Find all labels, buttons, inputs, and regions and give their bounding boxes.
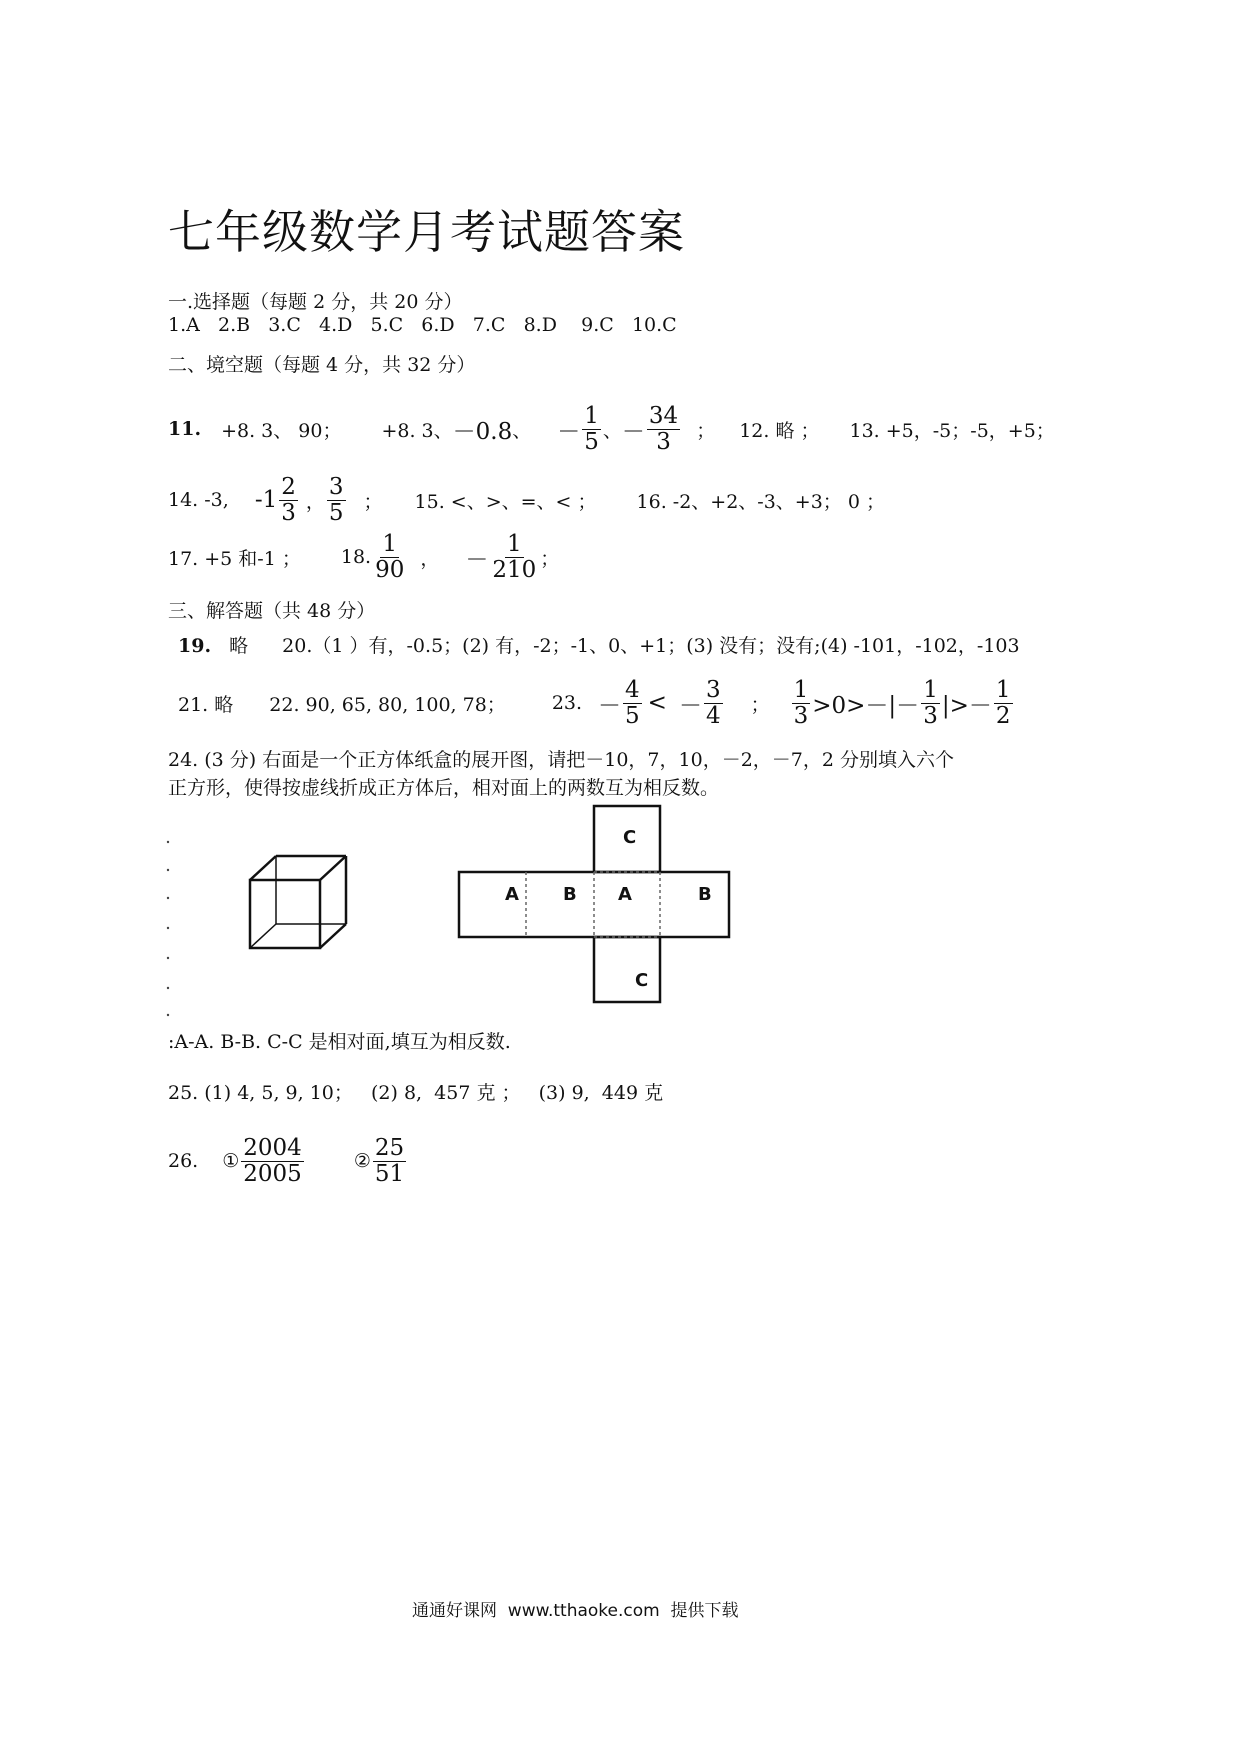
page-title: 七年级数学月考试题答案	[168, 205, 685, 259]
q26-circle-2: ②	[353, 1150, 371, 1172]
denominator: 4	[705, 702, 721, 729]
denominator: 3	[281, 499, 296, 526]
q19-20-line	[178, 631, 1020, 658]
q11-sep-1: 、	[512, 419, 532, 442]
answer-8: 8.D	[523, 314, 557, 336]
numerator: 1	[382, 531, 398, 558]
net-label-face-2: B	[563, 884, 577, 905]
section-1-heading: 一.选择题（每题 2 分，共 20 分）	[168, 291, 463, 313]
q23-fraction-e	[994, 678, 1013, 727]
q18-end: ；	[540, 547, 560, 570]
q26-line	[168, 1129, 408, 1193]
q11-part-b: +8. 3、	[381, 419, 453, 442]
q14-comma: ，	[305, 490, 325, 513]
q16-answer: 16. -2、+2、-3、+3； 0 ；	[636, 490, 885, 513]
q17-18-line	[168, 527, 559, 587]
denominator: 3	[793, 702, 809, 729]
q25-answer: 25. (1) 4, 5, 9, 10； (2) 8, 457 克 ； (3) 9, 449 克	[168, 1082, 664, 1104]
q14-mixed-whole: -1	[254, 487, 278, 513]
net-label-face-1: A	[505, 884, 519, 905]
q11-fraction-2	[647, 404, 680, 453]
q24-line-1: 24. (3 分) 右面是一个正方体纸盒的展开图，请把－10，7，10，－2，－7，2 分别填入六个	[168, 749, 954, 771]
q18-lead: 18.	[340, 546, 372, 568]
q11-part-a: +8. 3、 90；	[221, 419, 342, 442]
denominator: 90	[375, 556, 405, 583]
numerator: 1	[507, 531, 522, 558]
q23-fraction-a	[623, 678, 642, 727]
q23-fraction-d	[921, 678, 940, 727]
answer-9: 9.C	[581, 314, 614, 336]
numerator: 25	[374, 1135, 405, 1162]
q11-fraction-1	[582, 404, 601, 453]
denominator: 5	[584, 428, 599, 455]
q11-sep-2: 、	[602, 419, 622, 442]
denominator: 2	[995, 702, 1011, 729]
q11-end: ；	[696, 419, 716, 442]
numerator: 3	[705, 677, 721, 704]
denominator: 5	[328, 499, 344, 526]
denominator: 2005	[243, 1160, 302, 1187]
q11-number: 11.	[168, 418, 202, 440]
answer-3: 3.C	[268, 314, 301, 336]
q11-decimal: －0.8	[452, 418, 513, 445]
answer-1: 1.A	[168, 314, 200, 336]
q23-semicolon: ；	[750, 693, 770, 716]
q11-frac1-sign: －	[557, 418, 581, 445]
margin-dots	[167, 841, 169, 1016]
q14-fraction	[327, 475, 346, 524]
net-fold-lines	[526, 872, 660, 937]
q23-a-sign: －	[598, 692, 622, 719]
denominator: 51	[374, 1160, 405, 1187]
net-label-face-3: A	[618, 884, 632, 905]
q18-fraction-1	[373, 532, 406, 581]
q21-23-line	[178, 671, 1015, 735]
q23-less-than: <	[647, 690, 667, 716]
q11-frac2-sign: －	[621, 418, 645, 445]
q24-answer: :A-A. B-B. C-C 是相对面,填互为相反数.	[168, 1031, 511, 1053]
section-3-heading: 三、解答题（共 48 分）	[168, 600, 376, 622]
q17-answer: 17. +5 和-1 ；	[168, 547, 301, 570]
q26-fraction-2	[373, 1136, 406, 1185]
numerator: 2004	[243, 1135, 302, 1162]
q18-frac2-sign: －	[465, 546, 489, 573]
q12-answer: 12. 略 ；	[739, 419, 820, 442]
numerator: 1	[995, 677, 1011, 704]
numerator: 3	[328, 474, 344, 501]
answer-5: 5.C	[370, 314, 404, 336]
q26-lead: 26.	[168, 1150, 199, 1172]
q24-line-2: 正方形，使得按虚线折成正方体后，相对面上的两数互为相反数。	[168, 777, 720, 799]
q23-lead: 23.	[551, 692, 583, 714]
cube-figure	[160, 800, 760, 1030]
q23-fraction-b	[704, 678, 723, 727]
answer-6: 6.D	[421, 314, 455, 336]
q26-fraction-1	[241, 1136, 304, 1185]
q14-mixed-fraction	[279, 475, 298, 524]
q13-answer: 13. +5，-5；-5，+5；	[849, 419, 1055, 442]
section-2-heading: 二、境空题（每题 4 分，共 32 分）	[168, 354, 476, 376]
net-label-top: C	[623, 827, 637, 848]
net-label-face-4: B	[698, 884, 712, 905]
q19-number: 19.	[178, 635, 212, 657]
numerator: 2	[281, 474, 296, 501]
denominator: 210	[492, 556, 537, 583]
q14-end: ；	[363, 490, 383, 513]
numerator: 1	[793, 677, 809, 704]
q19-answer: 略	[229, 635, 249, 657]
q26-circle-1: ①	[222, 1150, 240, 1172]
denominator: 3	[923, 702, 938, 729]
answer-7: 7.C	[472, 314, 506, 336]
net-label-bottom: C	[635, 970, 649, 991]
page-footer: 通通好课网 www.tthaoke.com 提供下载	[412, 1601, 739, 1621]
q14-16-line	[168, 470, 885, 530]
q22-answer: 22. 90, 65, 80, 100, 78；	[269, 693, 506, 716]
answer-4: 4.D	[319, 314, 353, 336]
q18-comma: ，	[420, 547, 440, 570]
numerator: 1	[584, 403, 599, 430]
q14-lead: 14. -3,	[168, 489, 229, 511]
numerator: 4	[625, 677, 640, 704]
choice-answers	[168, 314, 677, 336]
q23-fraction-c	[792, 678, 811, 727]
q21-answer: 21. 略	[178, 693, 234, 716]
denominator: 5	[625, 702, 640, 729]
denominator: 3	[656, 428, 671, 455]
answer-10: 10.C	[631, 314, 677, 336]
numerator: 1	[923, 677, 938, 704]
q23-b-sign: －	[678, 692, 702, 719]
q23-middle: >0>－|－	[812, 692, 920, 719]
q15-answer: 15. <、>、=、< ；	[414, 490, 597, 513]
answer-2: 2.B	[217, 314, 251, 336]
q23-middle-2: |>－	[941, 692, 992, 719]
q20-answer: 20.（1 ）有，-0.5；(2) 有，-2；-1、0、+1；(3) 没有；没有;(4) -101，-102，-103	[282, 635, 1020, 657]
q11-line	[168, 397, 1055, 461]
numerator: 34	[648, 403, 679, 430]
q18-fraction-2	[490, 532, 538, 581]
